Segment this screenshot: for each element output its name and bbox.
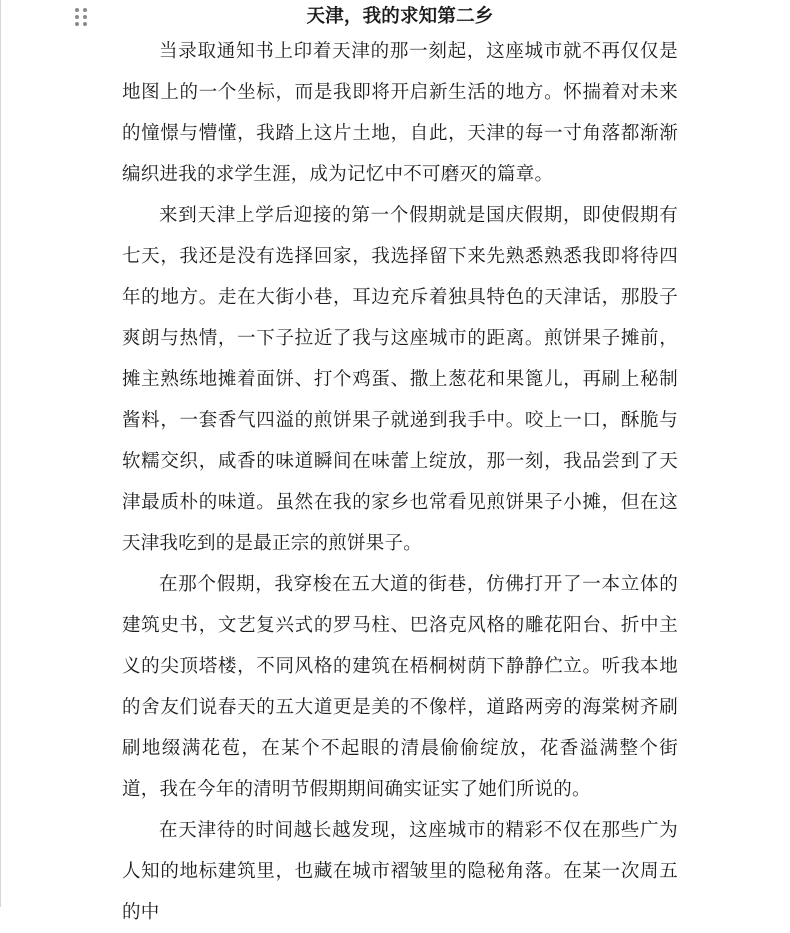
drag-dot	[83, 8, 87, 12]
drag-handle-icon[interactable]	[75, 8, 91, 30]
paragraph[interactable]: 当录取通知书上印着天津的那一刻起，这座城市就不再仅仅是地图上的一个坐标，而是我即将开启新生活的地方。怀揣着对未来的憧憬与懵懂，我踏上这片土地，自此，天津的每一寸角落都渐渐编织进我的求学生涯，成为记忆中不可磨灭的篇章。	[122, 41, 678, 185]
drag-dot	[75, 22, 79, 26]
paragraph[interactable]: 来到天津上学后迎接的第一个假期就是国庆假期，即使假期有七天，我还是没有选择回家，我选择留下来先熟悉熟悉我即将待四年的地方。走在大街小巷，耳边充斥着独具特色的天津话，那股子爽朗与热情，一下子拉近了我与这座城市的距离。煎饼果子摊前，摊主熟练地摊着面饼、打个鸡蛋、撒上葱花和果篦儿，再刷上秘制酱料，一套香气四溢的煎饼果子就递到我手中。咬上一口，酥脆与软糯交织，咸香的味道瞬间在味蕾上绽放，那一刻，我品尝到了天津最质朴的味道。虽然在我的家乡也常看见煎饼果子小摊，但在这天津我吃到的是最正宗的煎饼果子。	[122, 205, 678, 554]
page-left-border	[0, 0, 1, 907]
document-body[interactable]	[122, 0, 678, 933]
drag-dot	[75, 15, 79, 19]
drag-dot	[83, 22, 87, 26]
drag-dot	[75, 8, 79, 12]
paragraph[interactable]: 在那个假期，我穿梭在五大道的街巷，仿佛打开了一本立体的建筑史书，文艺复兴式的罗马柱、巴洛克风格的雕花阳台、折中主义的尖顶塔楼，不同风格的建筑在梧桐树荫下静静伫立。听我本地的舍友们说春天的五大道更是美的不像样，道路两旁的海棠树齐刷刷地缀满花苞，在某个不起眼的清晨偷偷绽放，花香溢满整个街道，我在今年的清明节假期期间确实证实了她们所说的。	[122, 574, 678, 800]
paragraph[interactable]: 在天津待的时间越长越发现，这座城市的精彩不仅在那些广为人知的地标建筑里，也藏在城市褶皱里的隐秘角落。在某一次周五的中	[122, 820, 678, 923]
document-title[interactable]: 天津，我的求知第二乡	[306, 6, 494, 27]
drag-dot	[83, 15, 87, 19]
